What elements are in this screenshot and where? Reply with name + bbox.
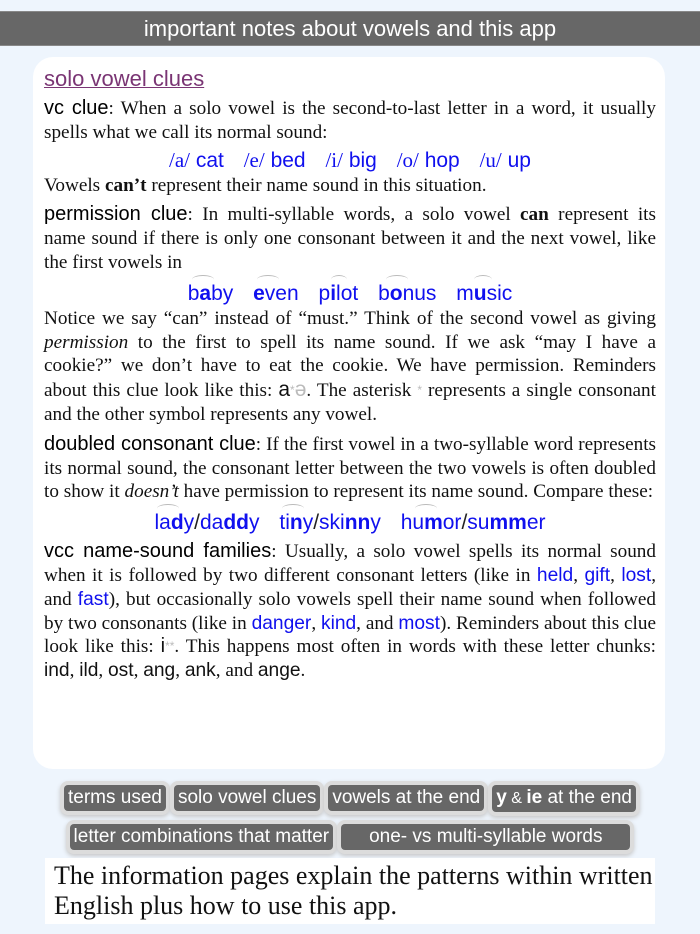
example-a: /a/ cat bbox=[169, 147, 224, 172]
content-card bbox=[33, 57, 665, 769]
permission-examples bbox=[44, 281, 656, 307]
vc-clue-label: vc clue bbox=[44, 97, 109, 119]
pair-lady-daddy: lady/daddy bbox=[154, 510, 259, 536]
example-pilot: pilot bbox=[319, 281, 359, 307]
permission-clue-note: Notice we say “can” instead of “must.” Think of the second vowel as giving permission to the first to spell its name sound. If we ask “may I have a cookie?” we don’t have to eat the cookie. We have permission. Reminders about this clue look like this: a*ə. The asterisk * represents a single consonant and the other symbol represents any vowel. bbox=[44, 307, 656, 425]
asterisk-icon: * bbox=[417, 383, 422, 398]
vc-clue-paragraph bbox=[44, 97, 656, 145]
vc-clue-note: Vowels can’t represent their name sound in this situation. bbox=[44, 174, 487, 196]
double-asterisk-icon: ** bbox=[165, 639, 175, 654]
one-vs-multi-syllable-button[interactable]: one- vs multi-syllable words bbox=[341, 824, 630, 850]
nav-row-2 bbox=[0, 824, 700, 850]
asterisk-icon: * bbox=[290, 383, 295, 398]
example-i: /i/ big bbox=[325, 147, 377, 172]
reminder-letter: i bbox=[160, 635, 166, 658]
vcc-families-label: vcc name-sound families bbox=[44, 540, 272, 563]
doubled-clue-paragraph: doubled consonant clue: If the first vowel in a two-syllable word represents its normal sound, the consonant letter between the two vowels is often doubled to show it doesn’t have permission to represent its name sound. Compare these: bbox=[44, 432, 657, 503]
vc-examples bbox=[44, 147, 656, 174]
schwa-vowel-icon: ə bbox=[294, 378, 307, 402]
page-title: important notes about vowels and this app bbox=[143, 16, 557, 41]
page-title-bar bbox=[0, 11, 700, 46]
example-u: /u/ up bbox=[479, 147, 531, 172]
example-baby: baby bbox=[188, 281, 234, 307]
section-title-link[interactable]: solo vowel clues bbox=[44, 66, 205, 91]
vcc-families-paragraph: vcc name-sound families: Usually, a solo vowel spells its normal sound when it is followed by two different consonant letters (like in held, gift, lost, and fast), but occasionally solo vowels spell their name sound when followed by two consonants (like in danger, kind, and most). Reminders about this clue look like this: i**. This happens most often in words with these letter chunks: ind, ild, ost, ang, ank, and ange. bbox=[44, 540, 657, 682]
example-even: even bbox=[253, 281, 299, 307]
pair-tiny-skinny: tiny/skinny bbox=[279, 510, 381, 536]
nav-row-1 bbox=[0, 785, 700, 812]
vowels-at-the-end-button[interactable]: vowels at the end bbox=[328, 785, 484, 811]
vc-clue-text: : When a solo vowel is the second-to-last letter in a word, it usually spells what we call its normal sound: bbox=[44, 98, 656, 143]
doubled-examples bbox=[44, 510, 656, 536]
doubled-clue-label: doubled consonant clue bbox=[44, 432, 256, 455]
y-ie-at-the-end-button[interactable]: y & ie at the end bbox=[492, 785, 636, 812]
terms-used-button[interactable]: terms used bbox=[64, 785, 166, 811]
content-body bbox=[44, 97, 656, 685]
permission-clue-paragraph: permission clue: In multi-syllable words, a solo vowel can represent its name sound if there is only one consonant between it and the next vowel, like the first vowels in bbox=[44, 203, 656, 273]
example-o: /o/ hop bbox=[396, 147, 460, 172]
pair-humor-summer: humor/summer bbox=[401, 510, 546, 536]
permission-clue-label: permission clue bbox=[44, 203, 188, 226]
footer-description: The information pages explain the patterns within written English plus how to use this app. bbox=[45, 858, 655, 924]
example-e: /e/ bed bbox=[243, 147, 306, 172]
example-music: music bbox=[456, 281, 512, 307]
letter-combinations-button[interactable]: letter combinations that matter bbox=[70, 824, 334, 850]
solo-vowel-clues-button[interactable]: solo vowel clues bbox=[174, 785, 320, 811]
reminder-letter: a bbox=[278, 378, 291, 402]
example-bonus: bonus bbox=[378, 281, 436, 307]
